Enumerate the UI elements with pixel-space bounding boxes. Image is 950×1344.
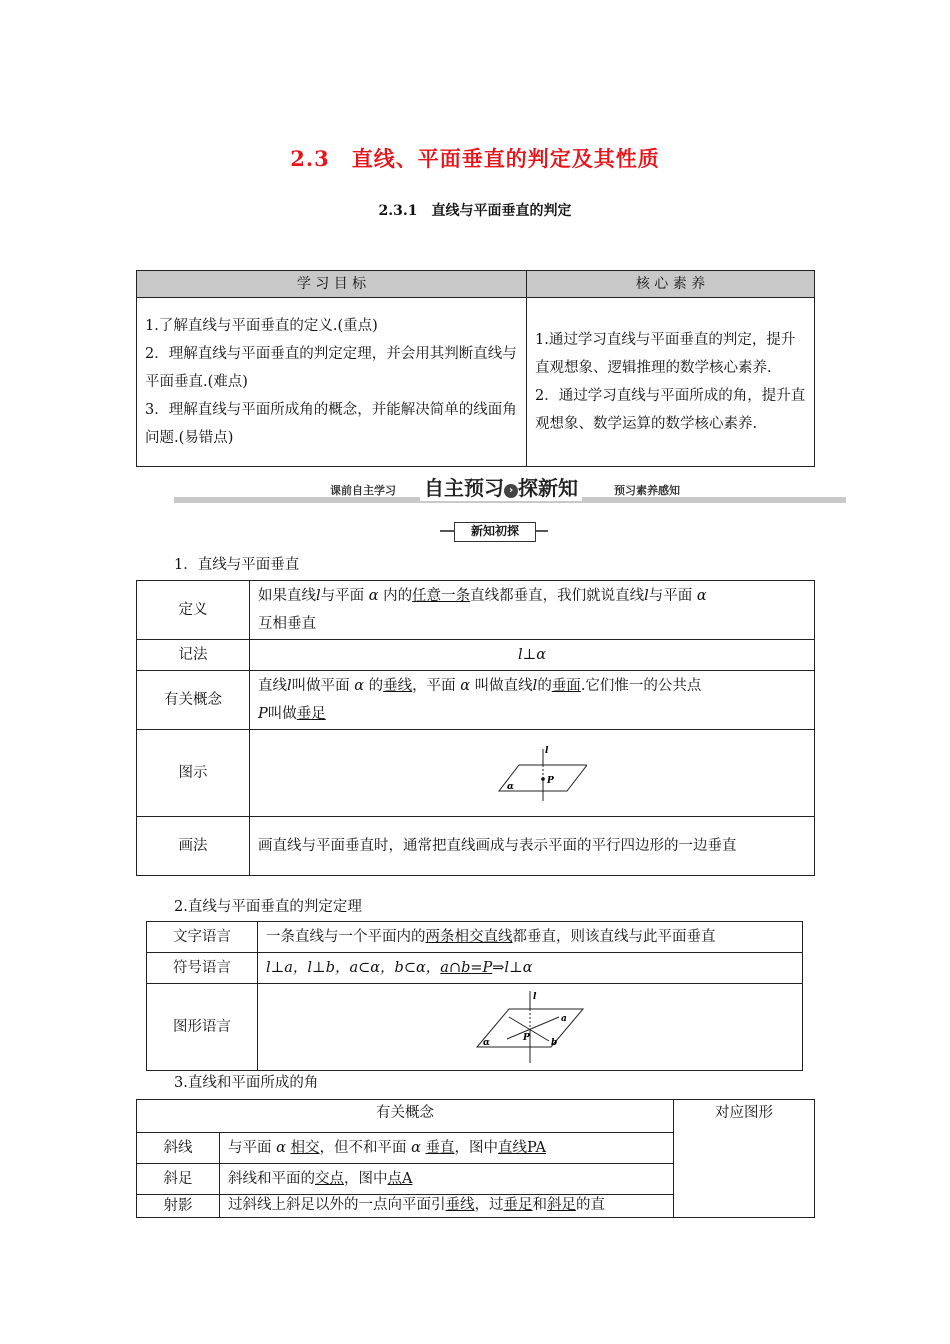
text-lang-cell: 一条直线与一个平面内的两条相交直线都垂直，则该直线与此平面垂直 xyxy=(258,922,803,953)
notation-label: 记法 xyxy=(137,640,250,671)
section1-heading: 1．直线与平面垂直 xyxy=(174,557,300,573)
drawing-cell: 画直线与平面垂直时，通常把直线画成与表示平面的平行四边形的一边垂直 xyxy=(250,817,815,876)
oblique-label: 斜线 xyxy=(137,1133,220,1164)
theorem-figure xyxy=(475,989,585,1065)
line-plane-figure xyxy=(477,743,587,803)
foot-cell: 斜线和平面的交点，图中点A xyxy=(220,1164,674,1195)
goal-item: 2．理解直线与平面垂直的判定定理，并会用其判断直线与平面垂直.(难点) xyxy=(145,346,517,390)
goals-cell xyxy=(137,298,527,467)
literacy-item: 1.通过学习直线与平面垂直的判定，提升直观想象、逻辑推理的数学核心素养. xyxy=(535,332,796,376)
literacy-header: 核 心 素 养 xyxy=(527,271,815,298)
goal-item: 3．理解直线与平面所成角的概念，并能解决简单的线面角问题.(易错点) xyxy=(145,402,517,446)
theorem-label-b: b xyxy=(551,1038,558,1048)
symbol-lang-cell: l⊥a，l⊥b，a⊂α，b⊂α，a∩b=P⇒l⊥α xyxy=(258,953,803,984)
concepts-header: 有关概念 xyxy=(137,1100,674,1133)
oblique-cell: 与平面 α 相交，但不和平面 α 垂直，图中直线PA xyxy=(220,1133,674,1164)
foot-label: 斜足 xyxy=(137,1164,220,1195)
banner-left-label: 课前自主学习 xyxy=(330,484,396,497)
def-label: 定义 xyxy=(137,581,250,640)
figure-cell xyxy=(250,730,815,817)
banner-arrow-icon: › xyxy=(504,484,518,498)
section1-table xyxy=(136,580,815,876)
figure-label-l: l xyxy=(545,746,549,756)
theorem-label-l: l xyxy=(533,992,537,1002)
literacy-item: 2．通过学习直线与平面所成的角，提升直观想象、数学运算的数学核心素养. xyxy=(535,388,806,432)
graph-lang-label: 图形语言 xyxy=(147,984,258,1071)
projection-cell: 过斜线上斜足以外的一点向平面引垂线，过垂足和斜足的直 xyxy=(220,1195,674,1218)
projection-label: 射影 xyxy=(137,1195,220,1218)
text-lang-label: 文字语言 xyxy=(147,922,258,953)
page-subtitle: 2.3.1 直线与平面垂直的判定 xyxy=(378,203,572,219)
literacy-cell xyxy=(527,298,815,467)
section2-table xyxy=(146,921,803,1071)
goals-header: 学 习 目 标 xyxy=(137,271,527,298)
notation-cell: l⊥α xyxy=(250,640,815,671)
drawing-label: 画法 xyxy=(137,817,250,876)
section3-heading: 3.直线和平面所成的角 xyxy=(174,1075,319,1091)
goals-table xyxy=(136,270,815,467)
theorem-label-a: a xyxy=(561,1014,567,1024)
concept-label: 有关概念 xyxy=(137,671,250,730)
figure-label-p: P xyxy=(547,776,554,786)
def-cell: 如果直线l与平面 α 内的任意一条直线都垂直，我们就说直线l与平面 α 互相垂直 xyxy=(250,581,815,640)
theorem-label-p: P xyxy=(523,1033,530,1043)
banner-title xyxy=(420,472,582,501)
figure-header: 对应图形 xyxy=(674,1100,815,1218)
banner-right-label: 预习素养感知 xyxy=(614,484,680,497)
graph-lang-cell xyxy=(258,984,803,1071)
figure-label: 图示 xyxy=(137,730,250,817)
new-knowledge-badge: 新知初探 xyxy=(440,522,548,540)
concept-cell: 直线l叫做平面 α 的垂线，平面 α 叫做直线l的垂面.它们惟一的公共点 P叫做垂足 xyxy=(250,671,815,730)
section2-heading: 2.直线与平面垂直的判定定理 xyxy=(174,899,362,915)
goal-item: 1.了解直线与平面垂直的定义.(重点) xyxy=(145,318,378,334)
section3-table xyxy=(136,1099,815,1218)
symbol-lang-label: 符号语言 xyxy=(147,953,258,984)
banner-title-a: 自主预习 xyxy=(424,476,504,500)
banner-title-b: 探新知 xyxy=(518,476,578,500)
theorem-label-alpha: α xyxy=(483,1038,490,1048)
page-title: 2.3 直线、平面垂直的判定及其性质 xyxy=(290,146,660,171)
figure-label-alpha: α xyxy=(507,782,514,792)
